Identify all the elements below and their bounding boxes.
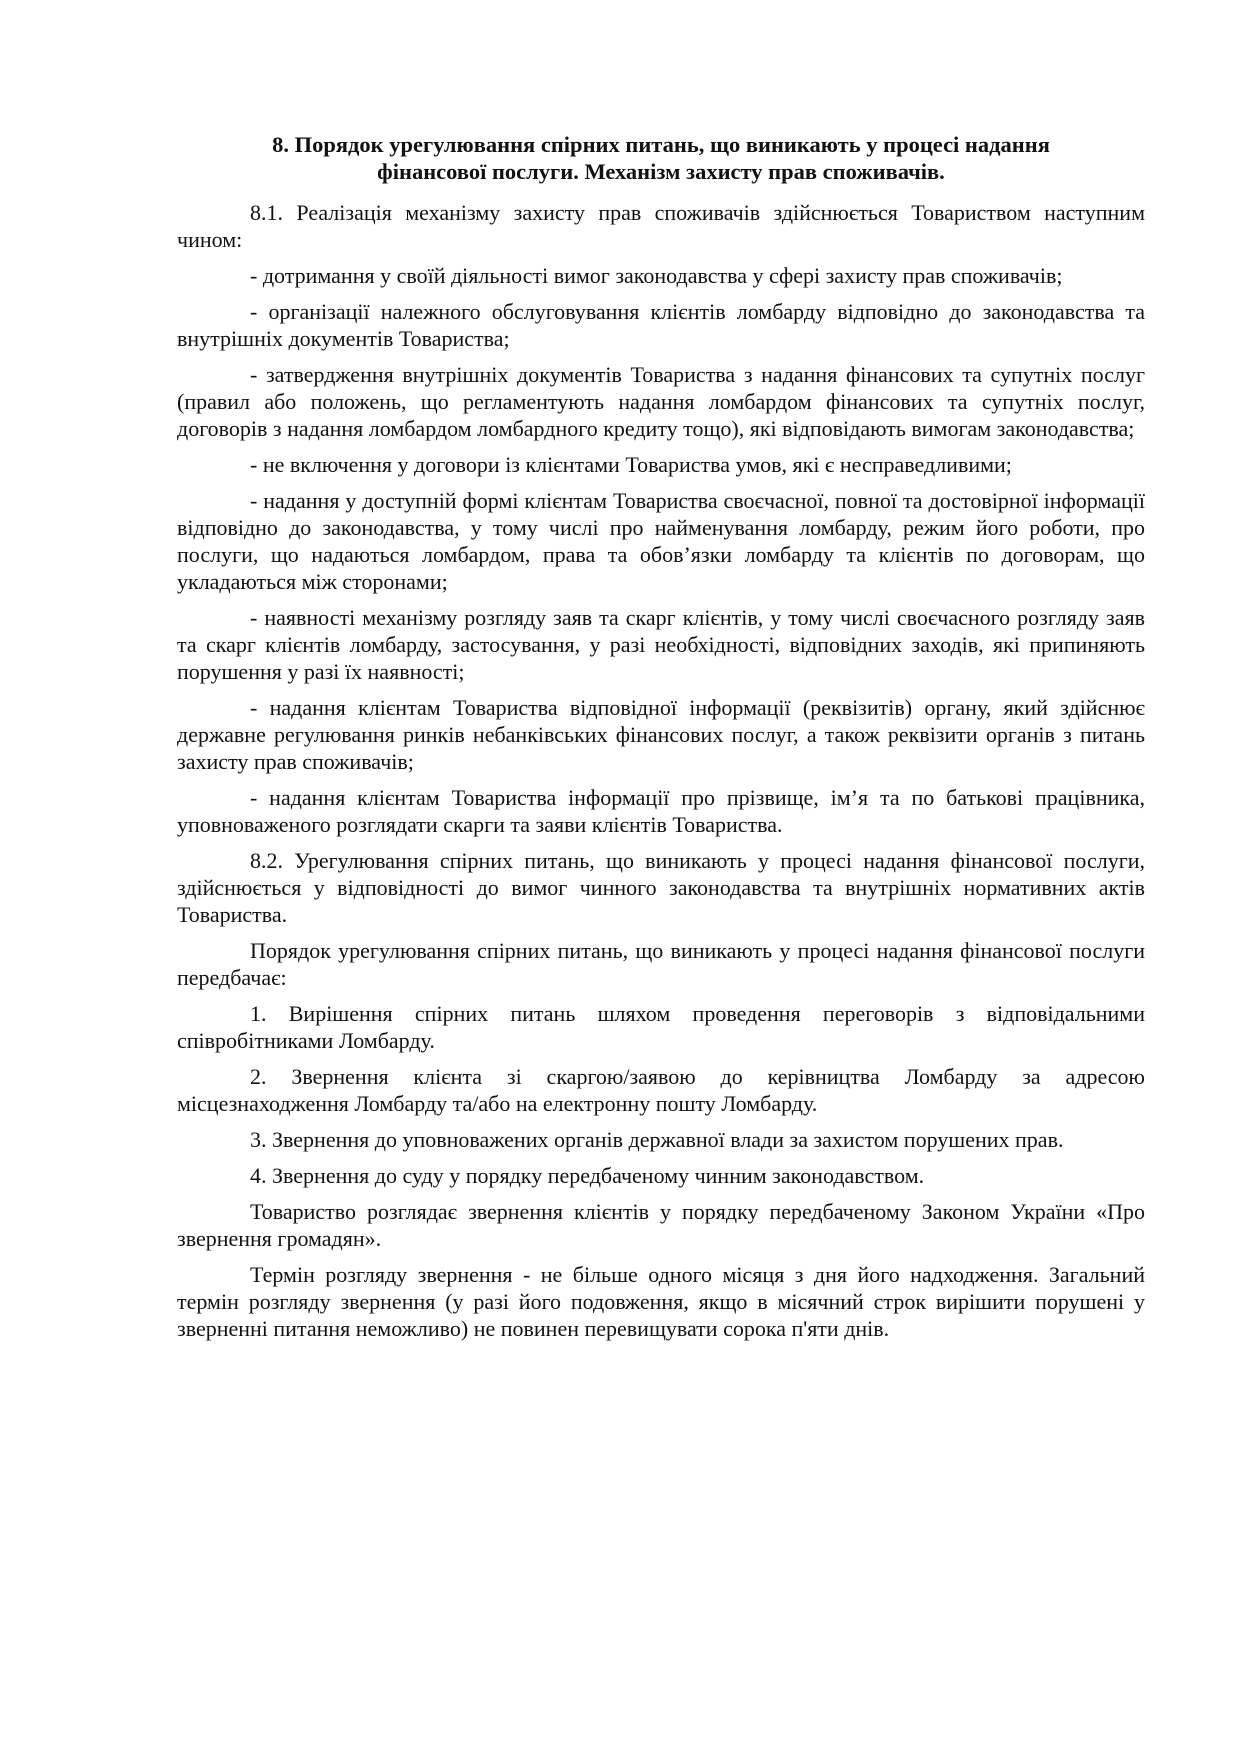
procedure-step-4: 4. Звернення до суду у порядку передбаченому чинним законодавством. (250, 1163, 925, 1188)
list-item-client-service: - організації належного обслуговування клієнтів ломбарду відповідно до законодавства та внутрішніх документів Товариства; (177, 299, 1145, 351)
section-heading-line-2: фінансової послуги. Механізм захисту прав споживачів. (377, 159, 945, 184)
section-heading-line-1: 8. Порядок урегулювання спірних питань, що виникають у процесі надання (272, 132, 1050, 157)
paragraph-review-term: Термін розгляду звернення - не більше одного місяця з дня його надходження. Загальний термін розгляду звернення (у разі його подовження, якщо в місячний строк вирішити порушені у зверненні питання неможливо) не повинен перевищувати сорока п'яти днів. (177, 1262, 1145, 1341)
list-item-complaints: - наявності механізму розгляду заяв та скарг клієнтів, у тому числі своєчасного розгляду заяв та скарг клієнтів ломбарду, застосування, у разі необхідності, відповідних заходів, які припиняють порушення у разі їх наявності; (177, 605, 1145, 684)
list-item-compliance: - дотримання у своїй діяльності вимог законодавства у сфері захисту прав споживачів; (250, 263, 1063, 288)
list-item-information: - надання у доступній формі клієнтам Товариства своєчасної, повної та достовірної інформації відповідно до законодавства, у тому числі про найменування ломбарду, режим його роботи, про послуги, що надаються ломбардом, права та обов’язки ломбарду та клієнтів по договорам, що укладаються між сторонами; (177, 488, 1145, 594)
list-item-internal-documents: - затвердження внутрішніх документів Товариства з надання фінансових та супутніх послуг (правил або положень, що регламентують надання ломбардом фінансових та супутніх послуг, договорів з надання ломбардом ломбардного кредиту тощо), які відповідають вимогам законодавства; (177, 362, 1145, 441)
document-page (177, 131, 1145, 1351)
paragraph-8-1: 8.1. Реалізація механізму захисту прав споживачів здійснюється Товариством наступним чином: (177, 200, 1145, 252)
paragraph-8-2: 8.2. Урегулювання спірних питань, що виникають у процесі надання фінансової послуги, здійснюється у відповідності до вимог чинного законодавства та внутрішніх нормативних актів Товариства. (177, 848, 1145, 927)
list-item-responsible-employee: - надання клієнтам Товариства інформації про прізвище, ім’я та по батькові працівника, уповноваженого розглядати скарги та заяви клієнтів Товариства. (177, 785, 1145, 837)
procedure-step-2: 2. Звернення клієнта зі скаргою/заявою до керівництва Ломбарду за адресою місцезнаходження Ломбарду та/або на електронну пошту Ломбарду. (177, 1064, 1145, 1116)
paragraph-law-reference: Товариство розглядає звернення клієнтів у порядку передбаченому Законом України «Про звернення громадян». (177, 1199, 1145, 1251)
procedure-step-1: 1. Вирішення спірних питань шляхом проведення переговорів з відповідальними співробітниками Ломбарду. (177, 1001, 1145, 1053)
section-heading (177, 131, 1145, 185)
procedure-step-3: 3. Звернення до уповноважених органів державної влади за захистом порушених прав. (250, 1127, 1064, 1152)
list-item-regulator-details: - надання клієнтам Товариства відповідної інформації (реквізитів) органу, який здійснює державне регулювання ринків небанківських фінансових послуг, а також реквізити органів з питань захисту прав споживачів; (177, 695, 1145, 774)
list-item-unfair-terms: - не включення у договори із клієнтами Товариства умов, які є несправедливими; (250, 452, 1012, 477)
paragraph-procedure: Порядок урегулювання спірних питань, що виникають у процесі надання фінансової послуги передбачає: (177, 938, 1145, 990)
